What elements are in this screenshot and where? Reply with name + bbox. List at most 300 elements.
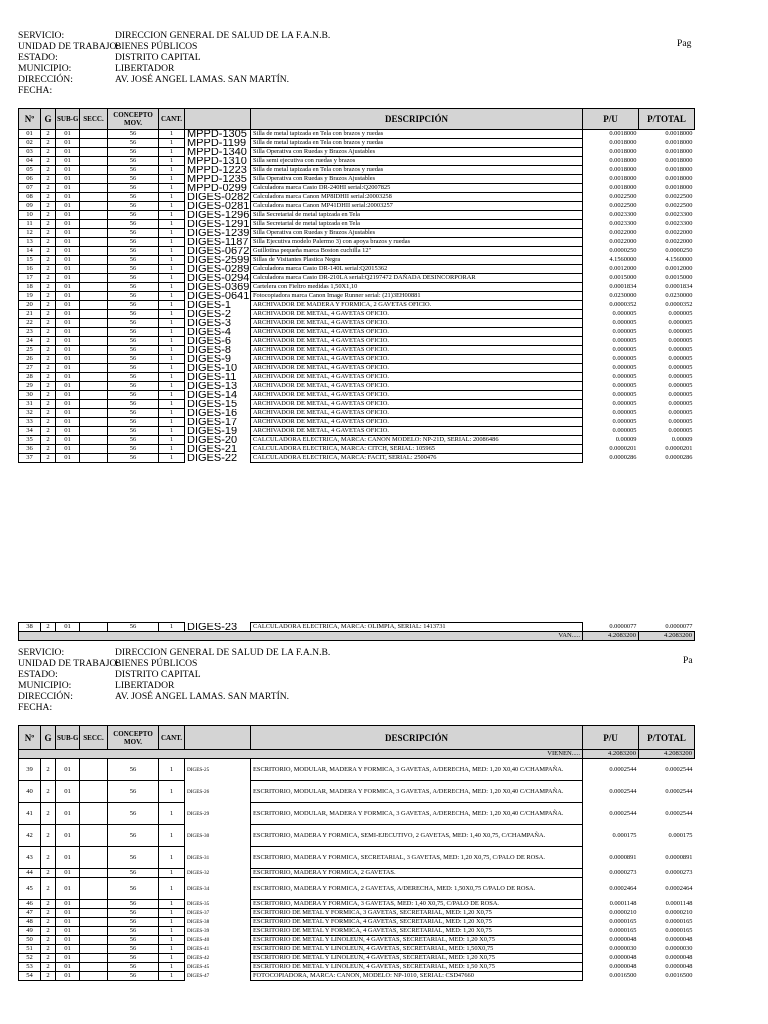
cell-g: 2 bbox=[41, 781, 56, 803]
cell-subg: 01 bbox=[56, 972, 80, 981]
cell-pu: 0.0023300 bbox=[609, 220, 637, 227]
cell-code: DIGES-15 bbox=[187, 399, 238, 409]
cell-concepto: 56 bbox=[108, 918, 159, 927]
cell-ptotal: 0.0000048 bbox=[665, 963, 693, 970]
cell-subg: 01 bbox=[56, 346, 80, 355]
cell-n: 32 bbox=[19, 409, 41, 418]
cell-ptotal: 0.000005 bbox=[668, 418, 693, 425]
cell-code: DIGES-17 bbox=[187, 417, 238, 427]
table-row bbox=[19, 936, 695, 945]
cell-cant: 1 bbox=[159, 238, 185, 247]
col-cant: CANT. bbox=[159, 726, 185, 750]
cell-desc: Silla Operativa con Ruedas y Brazos Ajustables bbox=[251, 175, 583, 184]
cell-g: 2 bbox=[41, 400, 56, 409]
cell-desc: Guillotina pequeña marca Boston cuchilla 12" bbox=[251, 247, 583, 256]
cell-ptotal: 0.000005 bbox=[668, 355, 693, 362]
col-g: G bbox=[41, 726, 56, 750]
cell-n: 08 bbox=[19, 193, 41, 202]
cell-subg: 01 bbox=[56, 301, 80, 310]
cell-ptotal: 0.0002544 bbox=[665, 765, 693, 773]
cell-secc bbox=[80, 301, 108, 310]
cell-ptotal: 0.000005 bbox=[668, 337, 693, 344]
cell-code: DIGES-38 bbox=[187, 919, 210, 925]
cell-g: 2 bbox=[41, 803, 56, 825]
cell-ptotal: 0.0000165 bbox=[665, 927, 693, 934]
cell-secc bbox=[80, 936, 108, 945]
cell-secc bbox=[80, 869, 108, 878]
cell-pu: 0.000005 bbox=[612, 418, 637, 425]
cell-n: 52 bbox=[19, 954, 41, 963]
cell-subg: 01 bbox=[56, 759, 80, 781]
cell-n: 29 bbox=[19, 382, 41, 391]
cell-concepto: 56 bbox=[108, 310, 159, 319]
cell-secc bbox=[80, 400, 108, 409]
cell-pu: 0.000005 bbox=[612, 400, 637, 407]
cell-subg: 01 bbox=[56, 409, 80, 418]
cell-pu: 0.000175 bbox=[612, 831, 637, 839]
cell-g: 2 bbox=[41, 256, 56, 265]
cell-concepto: 56 bbox=[108, 166, 159, 175]
cell-desc: ARCHIVADOR DE METAL, 4 GAVETAS OFICIO. bbox=[251, 400, 583, 409]
cell-code: DIGES-34 bbox=[187, 885, 210, 892]
cell-g: 2 bbox=[41, 166, 56, 175]
cell-ptotal: 0.0001148 bbox=[665, 900, 693, 907]
cell-desc: ARCHIVADOR DE METAL, 4 GAVETAS OFICIO. bbox=[251, 319, 583, 328]
cell-cant: 1 bbox=[159, 781, 185, 803]
cell-code: DIGES-23 bbox=[187, 622, 238, 632]
cell-concepto: 56 bbox=[108, 292, 159, 301]
cell-subg: 01 bbox=[56, 337, 80, 346]
cell-desc: Silla Secretarial de metal tapizada en Tela bbox=[251, 211, 583, 220]
van-label: VAN..... bbox=[19, 632, 583, 641]
cell-subg: 01 bbox=[56, 292, 80, 301]
cell-n: 38 bbox=[19, 623, 41, 632]
cell-n: 46 bbox=[19, 900, 41, 909]
cell-subg: 01 bbox=[56, 445, 80, 454]
cell-g: 2 bbox=[41, 211, 56, 220]
cell-concepto: 56 bbox=[108, 364, 159, 373]
inventory-table-page-1 bbox=[18, 108, 695, 463]
cell-subg: 01 bbox=[56, 328, 80, 337]
cell-cant: 1 bbox=[159, 202, 185, 211]
cell-code: DIGES-8 bbox=[187, 345, 232, 355]
cell-code: DIGES-21 bbox=[187, 444, 238, 454]
col-code bbox=[185, 109, 251, 130]
cell-secc bbox=[80, 220, 108, 229]
col-ptotal: P/TOTAL bbox=[639, 726, 695, 750]
table-row bbox=[19, 202, 695, 211]
cell-cant: 1 bbox=[159, 220, 185, 229]
cell-pu: 0.000005 bbox=[612, 310, 637, 317]
cell-concepto: 56 bbox=[108, 139, 159, 148]
cell-code: DIGES-41 bbox=[187, 946, 210, 952]
table-row bbox=[19, 954, 695, 963]
header-value: AV. JOSÉ ANGEL LAMAS. SAN MARTÍN. bbox=[115, 691, 290, 702]
cell-n: 15 bbox=[19, 256, 41, 265]
cell-concepto: 56 bbox=[108, 319, 159, 328]
vienen-pu: 4.2083200 bbox=[583, 750, 639, 759]
table-row bbox=[19, 623, 695, 632]
cell-desc: ESCRITORIO, MODULAR, MADERA Y FORMICA, 3 GAVETAS, A/DERECHA, MED: 1,20 X0,40 C/CHAMPAÑA. bbox=[251, 803, 583, 825]
cell-n: 03 bbox=[19, 148, 41, 157]
cell-cant: 1 bbox=[159, 954, 185, 963]
cell-ptotal: 0.0022000 bbox=[665, 229, 693, 236]
cell-pu: 0.000005 bbox=[612, 337, 637, 344]
col-subg: SUB-G bbox=[56, 109, 80, 130]
cell-n: 49 bbox=[19, 927, 41, 936]
cell-code: DIGES-13 bbox=[187, 381, 238, 391]
cell-subg: 01 bbox=[56, 247, 80, 256]
cell-g: 2 bbox=[41, 373, 56, 382]
cell-n: 39 bbox=[19, 759, 41, 781]
cell-concepto: 56 bbox=[108, 781, 159, 803]
header-row-fecha bbox=[18, 85, 330, 96]
cell-ptotal: 0.0018000 bbox=[665, 130, 693, 138]
table-row bbox=[19, 878, 695, 900]
cell-pu: 0.000005 bbox=[612, 346, 637, 353]
cell-subg: 01 bbox=[56, 418, 80, 427]
cell-concepto: 56 bbox=[108, 274, 159, 283]
cell-n: 33 bbox=[19, 418, 41, 427]
cell-n: 26 bbox=[19, 355, 41, 364]
cell-subg: 01 bbox=[56, 454, 80, 463]
cell-secc bbox=[80, 202, 108, 211]
cell-secc bbox=[80, 211, 108, 220]
cell-g: 2 bbox=[41, 238, 56, 247]
vienen-row bbox=[19, 750, 695, 759]
header-row-estado bbox=[18, 52, 330, 63]
header-row-municipio bbox=[18, 680, 330, 691]
table-header-row bbox=[19, 109, 695, 130]
cell-g: 2 bbox=[41, 869, 56, 878]
cell-pu: 0.0000165 bbox=[609, 918, 637, 925]
cell-g: 2 bbox=[41, 247, 56, 256]
cell-concepto: 56 bbox=[108, 256, 159, 265]
cell-subg: 01 bbox=[56, 954, 80, 963]
cell-n: 10 bbox=[19, 211, 41, 220]
cell-secc bbox=[80, 963, 108, 972]
table-row bbox=[19, 963, 695, 972]
cell-subg: 01 bbox=[56, 623, 80, 632]
header-label: UNIDAD DE TRABAJO: bbox=[18, 41, 120, 52]
cell-concepto: 56 bbox=[108, 211, 159, 220]
cell-desc: Silla Operativa con Ruedas y Brazos Ajustables bbox=[251, 229, 583, 238]
cell-desc: Calculadora marca Casio DR-140L serial:Q2015362 bbox=[251, 265, 583, 274]
cell-code: DIGES-32 bbox=[187, 870, 210, 876]
cell-desc: Silla Ejecutiva modelo Palermo 3) con apoya brazos y ruedas bbox=[251, 238, 583, 247]
cell-cant: 1 bbox=[159, 909, 185, 918]
cell-g: 2 bbox=[41, 139, 56, 148]
cell-secc bbox=[80, 418, 108, 427]
table-row bbox=[19, 184, 695, 193]
cell-desc: FOTOCOPIADORA, MARCA: CANON, MODELO: NP-1010, SERIAL: CSD47660 bbox=[251, 972, 583, 981]
vienen-label: VIENEN..... bbox=[19, 750, 583, 759]
cell-concepto: 56 bbox=[108, 972, 159, 981]
cell-ptotal: 0.000005 bbox=[668, 328, 693, 335]
table-row bbox=[19, 391, 695, 400]
cell-code: DIGES-4 bbox=[187, 327, 232, 337]
header-row-unidad bbox=[18, 658, 330, 669]
cell-cant: 1 bbox=[159, 391, 185, 400]
header-label: FECHA: bbox=[18, 85, 53, 96]
cell-g: 2 bbox=[41, 391, 56, 400]
cell-subg: 01 bbox=[56, 373, 80, 382]
cell-secc bbox=[80, 623, 108, 632]
cell-n: 53 bbox=[19, 963, 41, 972]
table-row bbox=[19, 454, 695, 463]
table-row bbox=[19, 373, 695, 382]
cell-g: 2 bbox=[41, 274, 56, 283]
cell-code: MPPD-0299 bbox=[187, 183, 247, 193]
cell-code: DIGES-40 bbox=[187, 937, 210, 943]
cell-pu: 0.0018000 bbox=[609, 166, 637, 173]
cell-code: DIGES-45 bbox=[187, 964, 210, 970]
cell-desc: Silla de metal tapizada en Tela con brazos y ruedas bbox=[251, 139, 583, 148]
table-row bbox=[19, 256, 695, 265]
cell-pu: 0.0018000 bbox=[609, 184, 637, 191]
cell-concepto: 56 bbox=[108, 328, 159, 337]
cell-cant: 1 bbox=[159, 382, 185, 391]
cell-cant: 1 bbox=[159, 373, 185, 382]
cell-pu: 0.00009 bbox=[615, 436, 637, 443]
cell-subg: 01 bbox=[56, 256, 80, 265]
cell-secc bbox=[80, 391, 108, 400]
cell-ptotal: 0.0002544 bbox=[665, 809, 693, 817]
cell-subg: 01 bbox=[56, 229, 80, 238]
cell-pu: 0.0000250 bbox=[609, 247, 637, 254]
cell-code: DIGES-26 bbox=[187, 788, 210, 795]
cell-cant: 1 bbox=[159, 265, 185, 274]
cell-cant: 1 bbox=[159, 918, 185, 927]
cell-cant: 1 bbox=[159, 337, 185, 346]
header-value: DIRECCION GENERAL DE SALUD DE LA F.A.N.B. bbox=[115, 30, 331, 41]
table-row bbox=[19, 436, 695, 445]
table-row bbox=[19, 211, 695, 220]
cell-desc: ARCHIVADOR DE METAL, 4 GAVETAS OFICIO. bbox=[251, 382, 583, 391]
cell-secc bbox=[80, 238, 108, 247]
cell-pu: 0.000005 bbox=[612, 364, 637, 371]
header-label: MUNICIPIO: bbox=[18, 63, 72, 74]
page-label: Pa bbox=[683, 655, 693, 666]
header-value: LIBERTADOR bbox=[115, 63, 175, 74]
table-row bbox=[19, 945, 695, 954]
table-row bbox=[19, 972, 695, 981]
cell-code: DIGES-0289 bbox=[187, 264, 250, 274]
cell-pu: 0.0000048 bbox=[609, 936, 637, 943]
cell-pu: 0.0000048 bbox=[609, 954, 637, 961]
cell-subg: 01 bbox=[56, 148, 80, 157]
cell-n: 44 bbox=[19, 869, 41, 878]
cell-cant: 1 bbox=[159, 247, 185, 256]
cell-secc bbox=[80, 328, 108, 337]
col-ptotal: P/TOTAL bbox=[639, 109, 695, 130]
cell-ptotal: 0.0018000 bbox=[665, 184, 693, 191]
cell-g: 2 bbox=[41, 337, 56, 346]
cell-code: DIGES-16 bbox=[187, 408, 238, 418]
cell-pu: 0.000005 bbox=[612, 427, 637, 434]
header-label: SERVICIO: bbox=[18, 30, 65, 41]
cell-g: 2 bbox=[41, 292, 56, 301]
cell-secc bbox=[80, 337, 108, 346]
table-row bbox=[19, 337, 695, 346]
cell-pu: 0.0002544 bbox=[609, 765, 637, 773]
cell-secc bbox=[80, 825, 108, 847]
cell-g: 2 bbox=[41, 454, 56, 463]
cell-code: DIGES-37 bbox=[187, 910, 210, 916]
cell-subg: 01 bbox=[56, 781, 80, 803]
cell-concepto: 56 bbox=[108, 825, 159, 847]
header-label: DIRECCIÓN: bbox=[18, 74, 73, 85]
cell-subg: 01 bbox=[56, 936, 80, 945]
cell-n: 17 bbox=[19, 274, 41, 283]
cell-code: DIGES-1 bbox=[187, 300, 232, 310]
cell-code: DIGES-0641 bbox=[187, 291, 250, 301]
cell-secc bbox=[80, 382, 108, 391]
inventory-table-page-2 bbox=[18, 725, 695, 981]
cell-n: 24 bbox=[19, 337, 41, 346]
cell-pu: 0.000005 bbox=[612, 382, 637, 389]
cell-secc bbox=[80, 166, 108, 175]
table-row bbox=[19, 409, 695, 418]
cell-secc bbox=[80, 427, 108, 436]
cell-cant: 1 bbox=[159, 301, 185, 310]
table-row bbox=[19, 166, 695, 175]
cell-pu: 0.0018000 bbox=[609, 157, 637, 164]
cell-subg: 01 bbox=[56, 878, 80, 900]
table-row bbox=[19, 427, 695, 436]
cell-pu: 0.0000201 bbox=[609, 445, 637, 452]
cell-subg: 01 bbox=[56, 319, 80, 328]
cell-desc: ESCRITORIO, MADERA Y FORMICA, SECRETARIAL, 3 GAVETAS, MED: 1,20 X0,75, C/PALO DE ROSA. bbox=[251, 847, 583, 869]
cell-desc: ESCRITORIO DE METAL Y LINOLEUN, 4 GAVETAS, SECRETARIAL, MED: 1,20 X0,75 bbox=[251, 954, 583, 963]
cell-desc: Calculadora marca Casio DR-210LA serial:Q2197472 DAÑADA DESINCORPORAR bbox=[251, 274, 583, 283]
table-row bbox=[19, 445, 695, 454]
cell-cant: 1 bbox=[159, 427, 185, 436]
cell-g: 2 bbox=[41, 184, 56, 193]
table-row bbox=[19, 220, 695, 229]
cell-g: 2 bbox=[41, 220, 56, 229]
cell-concepto: 56 bbox=[108, 436, 159, 445]
cell-secc bbox=[80, 909, 108, 918]
cell-subg: 01 bbox=[56, 803, 80, 825]
cell-ptotal: 0.0023300 bbox=[665, 211, 693, 218]
cell-n: 41 bbox=[19, 803, 41, 825]
cell-desc: Sillas de Visitantes Plastica Negra bbox=[251, 256, 583, 265]
col-pu: P/U bbox=[583, 109, 639, 130]
table-row bbox=[19, 157, 695, 166]
cell-code: DIGES-1239 bbox=[187, 228, 250, 238]
cell-subg: 01 bbox=[56, 963, 80, 972]
cell-secc bbox=[80, 445, 108, 454]
table-row bbox=[19, 927, 695, 936]
cell-cant: 1 bbox=[159, 900, 185, 909]
cell-cant: 1 bbox=[159, 963, 185, 972]
cell-cant: 1 bbox=[159, 346, 185, 355]
cell-g: 2 bbox=[41, 283, 56, 292]
cell-secc bbox=[80, 157, 108, 166]
cell-n: 47 bbox=[19, 909, 41, 918]
cell-secc bbox=[80, 878, 108, 900]
cell-n: 54 bbox=[19, 972, 41, 981]
table-row bbox=[19, 310, 695, 319]
table-row bbox=[19, 355, 695, 364]
cell-desc: ARCHIVADOR DE METAL, 4 GAVETAS OFICIO. bbox=[251, 364, 583, 373]
cell-code: DIGES-10 bbox=[187, 363, 238, 373]
cell-concepto: 56 bbox=[108, 945, 159, 954]
cell-g: 2 bbox=[41, 265, 56, 274]
header-row-fecha bbox=[18, 702, 330, 713]
cell-desc: ARCHIVADOR DE METAL, 4 GAVETAS OFICIO. bbox=[251, 310, 583, 319]
cell-g: 2 bbox=[41, 972, 56, 981]
table-row bbox=[19, 274, 695, 283]
page-label: Pag bbox=[677, 38, 692, 49]
cell-desc: CALCULADORA ELECTRICA, MARCA: FACIT, SERIAL: 2500476 bbox=[251, 454, 583, 463]
cell-pu: 0.0022000 bbox=[609, 229, 637, 236]
cell-secc bbox=[80, 355, 108, 364]
cell-g: 2 bbox=[41, 927, 56, 936]
cell-pu: 0.000005 bbox=[612, 391, 637, 398]
cell-desc: ARCHIVADOR DE METAL, 4 GAVETAS OFICIO. bbox=[251, 355, 583, 364]
cell-concepto: 56 bbox=[108, 130, 159, 139]
cell-ptotal: 0.0230000 bbox=[665, 292, 693, 299]
cell-ptotal: 0.0012000 bbox=[665, 265, 693, 272]
cell-cant: 1 bbox=[159, 328, 185, 337]
cell-ptotal: 0.000005 bbox=[668, 391, 693, 398]
cell-code: MPPD-1305 bbox=[187, 129, 247, 139]
cell-ptotal: 0.0000030 bbox=[665, 945, 693, 952]
cell-code: DIGES-42 bbox=[187, 955, 210, 961]
table-row bbox=[19, 825, 695, 847]
cell-g: 2 bbox=[41, 157, 56, 166]
cell-desc: ARCHIVADOR DE METAL, 4 GAVETAS OFICIO. bbox=[251, 346, 583, 355]
cell-desc: ESCRITORIO, MADERA Y FORMICA, 3 GAVETAS, MED: 1,40 X0,75, C/PALO DE ROSA. bbox=[251, 900, 583, 909]
col-secc: SECC. bbox=[80, 109, 108, 130]
cell-cant: 1 bbox=[159, 847, 185, 869]
cell-secc bbox=[80, 256, 108, 265]
cell-g: 2 bbox=[41, 918, 56, 927]
table-row bbox=[19, 301, 695, 310]
cell-desc: ESCRITORIO DE METAL Y FORMICA, 3 GAVETAS, SECRETARIAL, MED: 1,20 X0,75 bbox=[251, 909, 583, 918]
cell-code: DIGES-0369 bbox=[187, 282, 250, 292]
cell-code: MPPD-1340 bbox=[187, 147, 247, 157]
cell-cant: 1 bbox=[159, 445, 185, 454]
cell-secc bbox=[80, 972, 108, 981]
cell-secc bbox=[80, 436, 108, 445]
cell-pu: 0.000005 bbox=[612, 319, 637, 326]
cell-ptotal: 0.0022500 bbox=[665, 193, 693, 200]
table-row bbox=[19, 148, 695, 157]
cell-secc bbox=[80, 130, 108, 139]
cell-ptotal: 0.000005 bbox=[668, 364, 693, 371]
cell-n: 23 bbox=[19, 328, 41, 337]
table-row bbox=[19, 193, 695, 202]
header-row-direccion bbox=[18, 74, 330, 85]
cell-desc: Calculadora marca Canon MP41DHII serial:20003257 bbox=[251, 202, 583, 211]
cell-n: 13 bbox=[19, 238, 41, 247]
cell-desc: Silla de metal tapizada en Tela con brazos y ruedas bbox=[251, 166, 583, 175]
header-label: UNIDAD DE TRABAJO: bbox=[18, 658, 120, 669]
col-secc: SECC. bbox=[80, 726, 108, 750]
header-block-1 bbox=[18, 30, 330, 96]
cell-n: 05 bbox=[19, 166, 41, 175]
cell-code: DIGES-0281 bbox=[187, 201, 250, 211]
cell-pu: 0.0012000 bbox=[609, 265, 637, 272]
table-row bbox=[19, 418, 695, 427]
cell-g: 2 bbox=[41, 148, 56, 157]
cell-concepto: 56 bbox=[108, 909, 159, 918]
cell-subg: 01 bbox=[56, 238, 80, 247]
table-row bbox=[19, 364, 695, 373]
